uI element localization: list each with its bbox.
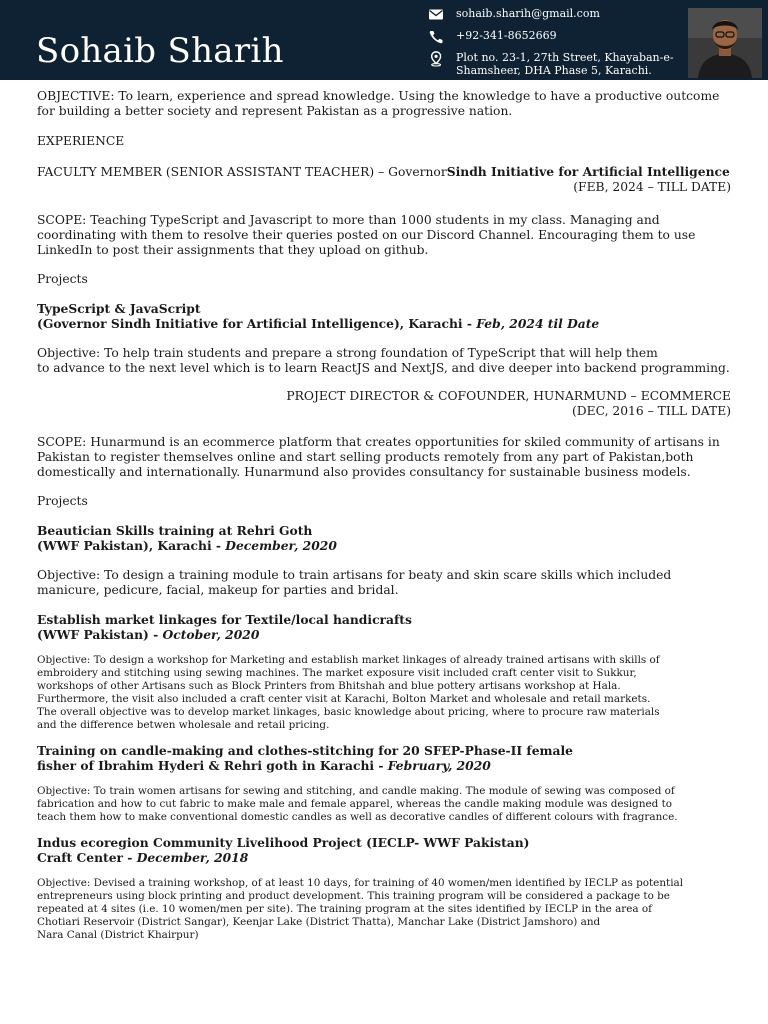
project-objective-line-2: to advance to the next level which is to learn ReactJS and NextJS, and dive deeper into backend programming.: [37, 361, 730, 375]
resume-body: [37, 89, 731, 942]
project-objective-block: [37, 877, 731, 942]
project-objective-line: Objective: Devised a training workshop, of at least 10 days, for training of 40 women/men identified by IECLP as potential: [37, 877, 684, 889]
project-objective-line: and the difference betwen wholesale and retail pricing.: [37, 719, 330, 731]
project-title: Establish market linkages for Textile/local handicrafts: [37, 612, 412, 627]
experience-heading: EXPERIENCE: [37, 134, 125, 148]
project-date: Feb, 2024 til Date: [476, 316, 600, 331]
project-org-line: [37, 316, 731, 332]
envelope-icon: [428, 7, 446, 23]
candidate-name: Sohaib Sharih: [36, 31, 284, 71]
project-objective-line: embroidery and stitching using sewing machines. The market exposure visit included craft center visit to Sukkur,: [37, 667, 637, 679]
project-org: fisher of Ibrahim Hyderi & Rehri goth in Karachi -: [37, 758, 388, 773]
location-pin-icon: [428, 51, 446, 67]
project-org-line: [37, 538, 731, 554]
project-objective-line: Chotiari Reservoir (District Sangar), Keenjar Lake (District Thatta), Manchar Lake (District Jamshoro) and: [37, 916, 601, 928]
job2-scope-line-1: SCOPE: Hunarmund is an ecommerce platform that creates opportunities for skiled community of artisans in: [37, 435, 720, 449]
job2-scope-line-2: Pakistan to register themselves online and start selling products remotely from any part of Pakistan,both: [37, 450, 694, 464]
project-date: October, 2020: [162, 627, 260, 642]
project-org-line: [37, 850, 731, 866]
project-objective-line: Objective: To train women artisans for sewing and stitching, and candle making. The module of sewing was composed of: [37, 785, 675, 797]
email-row: [428, 7, 696, 23]
project-objective-line: fabrication and how to cut fabric to make male and female apparel, whereas the candle making module was designed to: [37, 798, 673, 810]
address-line-2: Shamsheer, DHA Phase 5, Karachi.: [456, 64, 652, 77]
profile-photo: [688, 8, 762, 78]
job2-dates: (DEC, 2016 – TILL DATE): [571, 404, 731, 418]
phone-text[interactable]: +92-341-8652669: [456, 29, 557, 42]
job1-scope-line-1: SCOPE: Teaching TypeScript and Javascript to more than 1000 students in my class. Managing and: [37, 213, 660, 227]
project-objective-line: The overall objective was to develop market linkages, basic knowledge about pricing, where to procure raw materials: [37, 706, 660, 718]
project-objective-line: Furthermore, the visit also included a craft center visit at Karachi, Bolton Market and wholesale and retail markets.: [37, 693, 651, 705]
address-line-1: Plot no. 23-1, 27th Street, Khayaban-e-: [456, 51, 674, 64]
project-title: TypeScript & JavaScript: [37, 301, 201, 316]
objective-line-2: for building a better society and represent Pakistan as a progressive nation.: [37, 104, 513, 118]
email-text[interactable]: sohaib.sharih@gmail.com: [456, 7, 600, 20]
profile-photo-image: [688, 8, 762, 78]
job1-title: [37, 164, 731, 180]
project-objective-line: repeated at 4 sites (i.e. 10 women/men per site). The training program at the sites identified by IECLP in the area of: [37, 903, 653, 915]
job2-title: PROJECT DIRECTOR & COFOUNDER, HUNARMUND – ECOMMERCE: [286, 389, 731, 403]
job1-title-org: Sindh Initiative for Artificial Intelligence: [446, 164, 730, 179]
project-objective-line: Nara Canal (District Khairpur): [37, 929, 199, 941]
job2-scope-line-3: domestically and internationally. Hunarmund also provides consultancy for sustainable business models.: [37, 465, 691, 479]
project-objective-line-1: Objective: To help train students and prepare a strong foundation of TypeScript that will help them: [37, 346, 658, 360]
project-org: (WWF Pakistan) -: [37, 627, 163, 642]
project-org-line: [37, 627, 731, 643]
project-objective-line: manicure, pedicure, facial, makeup for parties and bridal.: [37, 583, 399, 597]
job2-projects-label: Projects: [37, 494, 88, 508]
project-org: (Governor Sindh Initiative for Artificial Intelligence), Karachi -: [37, 316, 477, 331]
project-title: Training on candle-making and clothes-stitching for 20 SFEP-Phase-II female: [37, 743, 573, 758]
address-row: [428, 51, 696, 77]
project-date: February, 2020: [387, 758, 491, 773]
project-objective-line: Objective: To design a training module to train artisans for beaty and skin scare skills which included: [37, 568, 672, 582]
project-org: (WWF Pakistan), Karachi -: [37, 538, 226, 553]
phone-row: [428, 29, 696, 45]
phone-icon: [428, 29, 446, 45]
job1-projects-label: Projects: [37, 272, 88, 286]
job1-scope-line-2: coordinating with them to resolve their queries posted on our Discord Channel. Encouraging them to use: [37, 228, 696, 242]
project-objective-block: [37, 785, 731, 824]
job1-title-prefix: FACULTY MEMBER (SENIOR ASSISTANT TEACHER) – Governor: [37, 165, 447, 179]
project-org-line: [37, 758, 731, 774]
project-objective-block: [37, 654, 731, 732]
objective-line-1: OBJECTIVE: To learn, experience and spread knowledge. Using the knowledge to have a productive outcome: [37, 89, 720, 103]
project-objective-line: workshops of other Artisans such as Block Printers from Bhitshah and blue pottery artisans workshop at Hala.: [37, 680, 621, 692]
project-date: December, 2018: [136, 850, 249, 865]
job1-scope-line-3: LinkedIn to post their assignments that they upload on github.: [37, 243, 429, 257]
project-objective-line: teach them how to make conventional domestic candles as well as decorative candles of different colours with fragrance.: [37, 811, 678, 823]
project-title: Beautician Skills training at Rehri Goth: [37, 523, 313, 538]
project-org: Craft Center -: [37, 850, 137, 865]
header-bar: [0, 0, 768, 80]
project-objective-line: entrepreneurs using block printing and product development. This training program will be considered a package to be: [37, 890, 670, 902]
address-text: [456, 51, 696, 77]
job1-dates: (FEB, 2024 – TILL DATE): [573, 180, 731, 194]
project-objective-line: Objective: To design a workshop for Marketing and establish market linkages of already trained artisans with skills of: [37, 654, 660, 666]
project-date: December, 2020: [225, 538, 337, 553]
project-title: Indus ecoregion Community Livelihood Project (IECLP- WWF Pakistan): [37, 835, 530, 850]
